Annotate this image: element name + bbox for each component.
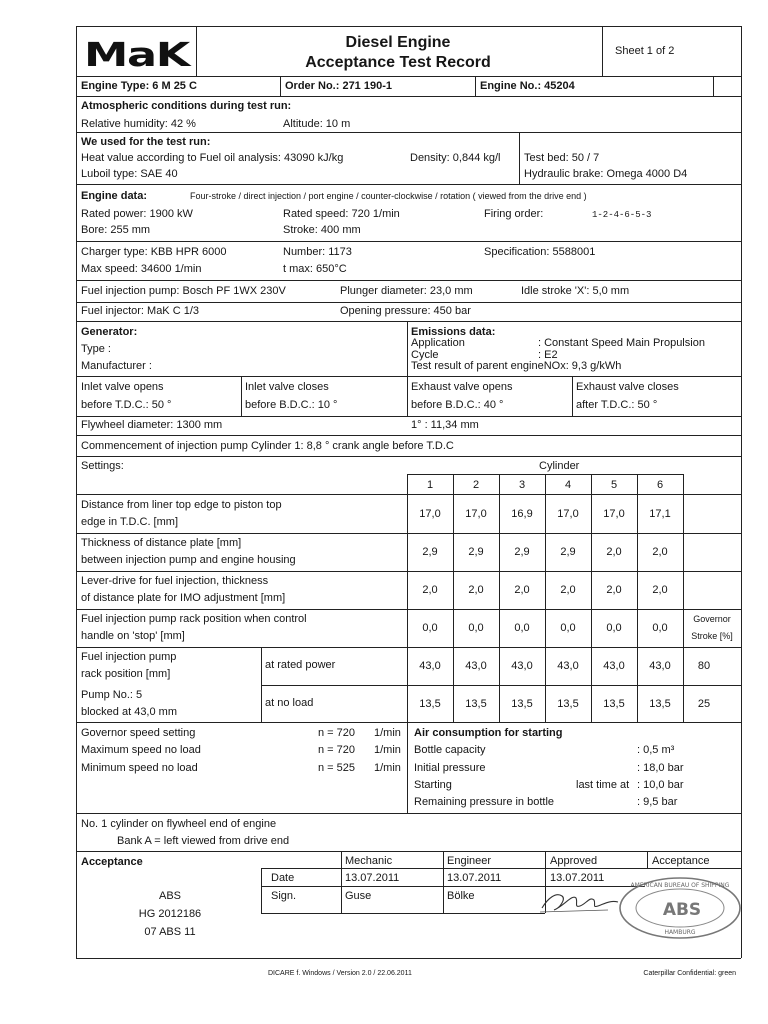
noload-cyl6: 13,5	[649, 698, 671, 710]
inlet-closes-value: before B.D.C.: 10 °	[245, 399, 338, 411]
rated-governor: 80	[697, 660, 711, 672]
row-plate-cyl4: 2,9	[560, 546, 576, 558]
row-stop-cyl5: 0,0	[606, 622, 622, 634]
row-liner-cyl6: 17,1	[649, 508, 671, 520]
inlet-opens-label: Inlet valve opens	[81, 381, 164, 393]
row-lever-cyl6: 2,0	[652, 584, 668, 596]
inlet-opens-value: before T.D.C.: 50 °	[81, 399, 172, 411]
cylinder-label: Cylinder	[539, 460, 580, 472]
relative-humidity: Relative humidity: 42 %	[81, 118, 196, 130]
exhaust-closes-value: after T.D.C.: 50 °	[576, 399, 658, 411]
generator-manufacturer: Manufacturer :	[81, 360, 152, 372]
bottle-capacity-value: : 0,5 m³	[637, 744, 675, 756]
acceptance-heading: Acceptance	[81, 856, 143, 868]
fuel-injection-pump: Fuel injection pump: Bosch PF 1WX 230V	[81, 285, 286, 297]
opening-pressure: Opening pressure: 450 bar	[340, 305, 471, 317]
engineer-sign: Bölke	[447, 890, 475, 902]
last-time-label: last time at	[576, 779, 630, 791]
atmos-heading: Atmospheric conditions during test run:	[81, 100, 292, 112]
rated-cyl5: 43,0	[603, 660, 625, 672]
stamp-center-text: ABS	[662, 900, 702, 920]
charger-specification: Specification: 5588001	[484, 246, 596, 258]
rack-label1: Fuel injection pump	[81, 651, 177, 663]
min-speed-no-load-unit: 1/min	[374, 762, 401, 774]
remaining-pressure-label: Remaining pressure in bottle	[414, 796, 555, 808]
governor-stroke-label: Stroke [%]	[691, 631, 733, 641]
rack-label2: rack position [mm]	[81, 668, 171, 680]
row-stop-cyl1: 0,0	[422, 622, 438, 634]
cylinder-header-1: 1	[426, 479, 434, 491]
exhaust-opens-label: Exhaust valve opens	[411, 381, 513, 393]
noload-cyl2: 13,5	[465, 698, 487, 710]
emissions-application-label: Application	[411, 337, 465, 349]
stamp-ring-top: AMERICAN BUREAU OF SHIPPING	[630, 882, 730, 889]
min-speed-no-load-label: Minimum speed no load	[81, 762, 198, 774]
cylinder-header-2: 2	[472, 479, 480, 491]
mak-logo: MaK	[84, 35, 189, 74]
society-ref: HG 2012186	[138, 908, 202, 920]
row-liner-cyl2: 17,0	[465, 508, 487, 520]
emissions-cycle-label: Cycle	[411, 349, 439, 361]
row-lever-label2: of distance plate for IMO adjustment [mm]	[81, 592, 286, 604]
governor-speed-setting-n: n = 720	[318, 727, 356, 739]
society-number: 07 ABS 11	[144, 926, 196, 938]
idle-stroke: Idle stroke 'X': 5,0 mm	[521, 285, 630, 297]
max-speed-no-load-unit: 1/min	[374, 744, 401, 756]
note-bank-a: Bank A = left viewed from drive end	[117, 835, 290, 847]
charger-t-max: t max: 650°C	[283, 263, 347, 275]
row-stop-label1: Fuel injection pump rack position when control	[81, 613, 307, 625]
row-lever-label1: Lever-drive for fuel injection, thickness	[81, 575, 269, 587]
noload-cyl3: 13,5	[511, 698, 533, 710]
stamp-ring-bottom: HAMBURG	[664, 929, 696, 936]
order-no: Order No.: 271 190-1	[285, 80, 392, 92]
test-bed: Test bed: 50 / 7	[524, 152, 600, 164]
exhaust-opens-value: before B.D.C.: 40 °	[411, 399, 504, 411]
governor-speed-setting-unit: 1/min	[374, 727, 401, 739]
engine-description: Four-stroke / direct injection / port engine / counter-clockwise / rotation ( viewed from the drive end )	[190, 191, 587, 201]
used-heading: We used for the test run:	[81, 136, 211, 148]
governor-speed-setting-label: Governor speed setting	[81, 727, 196, 739]
density: Density: 0,844 kg/l	[410, 152, 501, 164]
row-stop-label2: handle on 'stop' [mm]	[81, 630, 185, 642]
governor-label: Governor	[693, 614, 731, 624]
approved-header: Approved	[550, 855, 598, 867]
cylinder-header-5: 5	[610, 479, 618, 491]
row-lever-cyl3: 2,0	[514, 584, 530, 596]
noload-governor: 25	[697, 698, 711, 710]
row-lever-cyl4: 2,0	[560, 584, 576, 596]
abs-stamp	[616, 872, 744, 942]
row-liner-label1: Distance from liner top edge to piston top	[81, 499, 282, 511]
min-speed-no-load-n: n = 525	[318, 762, 356, 774]
inlet-closes-label: Inlet valve closes	[245, 381, 329, 393]
row-plate-cyl6: 2,0	[652, 546, 668, 558]
noload-cyl1: 13,5	[419, 698, 441, 710]
row-plate-cyl3: 2,9	[514, 546, 530, 558]
rated-cyl3: 43,0	[511, 660, 533, 672]
rated-cyl4: 43,0	[557, 660, 579, 672]
footer-version: DICARE f. Windows / Version 2.0 / 22.06.2011	[268, 970, 412, 977]
starting-label: Starting	[414, 779, 452, 791]
mechanic-header: Mechanic	[345, 855, 393, 867]
pump-label2: blocked at 43,0 mm	[81, 706, 177, 718]
row-liner-cyl3: 16,9	[511, 508, 533, 520]
row-liner-cyl1: 17,0	[419, 508, 441, 520]
emissions-application-value: : Constant Speed Main Propulsion	[538, 337, 705, 349]
charger-type: Charger type: KBB HPR 6000	[81, 246, 227, 258]
row-plate-cyl1: 2,9	[422, 546, 438, 558]
stroke: Stroke: 400 mm	[283, 224, 361, 236]
approver-signature	[538, 886, 620, 918]
injection-commencement: Commencement of injection pump Cylinder 1: 8,8 ° crank angle before T.D.C	[81, 440, 454, 452]
firing-order: 1-2-4-6-5-3	[592, 210, 652, 220]
max-speed-no-load-label: Maximum speed no load	[81, 744, 201, 756]
cylinder-header-3: 3	[518, 479, 526, 491]
rated-cyl2: 43,0	[465, 660, 487, 672]
document-title-line2: Acceptance Test Record	[305, 54, 491, 71]
emissions-parent-result: Test result of parent engineNOx: 9,3 g/kWh	[411, 360, 622, 372]
row-lever-cyl1: 2,0	[422, 584, 438, 596]
mechanic-date: 13.07.2011	[345, 872, 400, 884]
mechanic-sign: Guse	[345, 890, 372, 902]
generator-type: Type :	[81, 343, 111, 355]
no-load-label: at no load	[265, 697, 314, 709]
approved-date: 13.07.2011	[550, 872, 605, 884]
hydraulic-brake: Hydraulic brake: Omega 4000 D4	[524, 168, 688, 180]
initial-pressure-value: : 18,0 bar	[637, 762, 684, 774]
engine-no: Engine No.: 45204	[480, 80, 575, 92]
max-speed-no-load-n: n = 720	[318, 744, 356, 756]
charger-max-speed: Max speed: 34600 1/min	[81, 263, 202, 275]
emissions-heading: Emissions data:	[411, 326, 496, 338]
remaining-pressure-value: : 9,5 bar	[637, 796, 678, 808]
noload-cyl4: 13,5	[557, 698, 579, 710]
row-lever-cyl2: 2,0	[468, 584, 484, 596]
settings-heading: Settings:	[81, 460, 124, 472]
row-lever-cyl5: 2,0	[606, 584, 622, 596]
row-stop-cyl2: 0,0	[468, 622, 484, 634]
row-plate-cyl2: 2,9	[468, 546, 484, 558]
sheet-indicator: Sheet 1 of 2	[615, 45, 675, 57]
air-consumption-heading: Air consumption for starting	[414, 727, 563, 739]
flywheel-degree: 1° : 11,34 mm	[411, 419, 479, 431]
charger-number: Number: 1173	[283, 246, 352, 258]
footer-confidential: Caterpillar Confidential: green	[643, 970, 736, 977]
document-title-line1: Diesel Engine	[345, 34, 451, 51]
pump-label1: Pump No.: 5	[81, 689, 143, 701]
rated-power-label: at rated power	[265, 659, 336, 671]
cylinder-header-6: 6	[656, 479, 664, 491]
altitude: Altitude: 10 m	[283, 118, 351, 130]
engine-data-heading: Engine data:	[81, 190, 148, 202]
firing-order-label: Firing order:	[484, 208, 544, 220]
rated-cyl6: 43,0	[649, 660, 671, 672]
row-stop-cyl6: 0,0	[652, 622, 668, 634]
sign-label: Sign.	[271, 890, 297, 902]
noload-cyl5: 13,5	[603, 698, 625, 710]
row-liner-label2: edge in T.D.C. [mm]	[81, 516, 178, 528]
row-stop-cyl3: 0,0	[514, 622, 530, 634]
emissions-cycle-value: : E2	[538, 349, 558, 361]
rated-speed: Rated speed: 720 1/min	[283, 208, 400, 220]
engine-type: Engine Type: 6 M 25 C	[81, 80, 197, 92]
luboil-type: Luboil type: SAE 40	[81, 168, 178, 180]
fuel-injector: Fuel injector: MaK C 1/3	[81, 305, 199, 317]
row-plate-cyl5: 2,0	[606, 546, 622, 558]
engineer-header: Engineer	[447, 855, 492, 867]
heat-value: Heat value according to Fuel oil analysis: 43090 kJ/kg	[81, 152, 344, 164]
bore: Bore: 255 mm	[81, 224, 151, 236]
note-cylinder-1: No. 1 cylinder on flywheel end of engine	[81, 818, 277, 830]
rated-power: Rated power: 1900 kW	[81, 208, 193, 220]
date-label: Date	[271, 872, 295, 884]
row-plate-label1: Thickness of distance plate [mm]	[81, 537, 242, 549]
acceptance-header: Acceptance	[652, 855, 710, 867]
exhaust-closes-label: Exhaust valve closes	[576, 381, 679, 393]
last-time-value: : 10,0 bar	[637, 779, 684, 791]
plunger-diameter: Plunger diameter: 23,0 mm	[340, 285, 473, 297]
engineer-date: 13.07.2011	[447, 872, 502, 884]
rated-cyl1: 43,0	[419, 660, 441, 672]
society-name: ABS	[158, 890, 181, 902]
bottle-capacity-label: Bottle capacity	[414, 744, 486, 756]
flywheel-diameter: Flywheel diameter: 1300 mm	[81, 419, 223, 431]
row-plate-label2: between injection pump and engine housing	[81, 554, 296, 566]
row-liner-cyl5: 17,0	[603, 508, 625, 520]
initial-pressure-label: Initial pressure	[414, 762, 486, 774]
row-liner-cyl4: 17,0	[557, 508, 579, 520]
row-stop-cyl4: 0,0	[560, 622, 576, 634]
cylinder-header-4: 4	[564, 479, 572, 491]
generator-heading: Generator:	[81, 326, 138, 338]
